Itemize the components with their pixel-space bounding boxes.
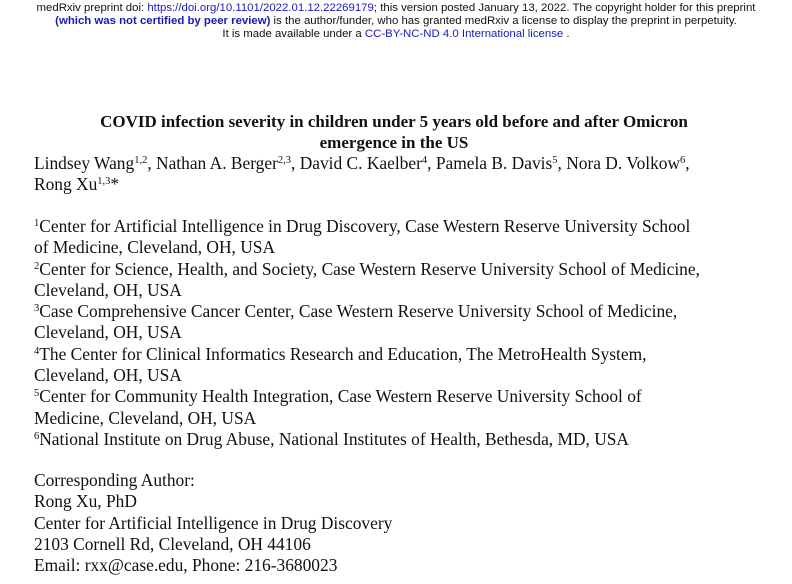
- affiliation-number: 2: [34, 260, 40, 272]
- author-affiliation-sup: 5: [552, 155, 558, 166]
- preprint-posted-text: ; this version posted January 13, 2022. The copyright holder for this preprint: [373, 2, 756, 14]
- affiliation-number: 6: [34, 430, 40, 442]
- affiliation-4-cont: Cleveland, OH, USA: [34, 365, 182, 386]
- preprint-notice-line-3: [0, 28, 792, 41]
- corresponding-address: 2103 Cornell Rd, Cleveland, OH 44106: [34, 533, 311, 554]
- affiliation-4: [34, 344, 764, 365]
- doi-link[interactable]: https://doi.org/10.1101/2022.01.12.22269179: [147, 2, 374, 14]
- author-name: , Nora D. Volkow: [557, 153, 681, 173]
- author-line-2: [34, 174, 764, 195]
- affiliation-text: Center for Artificial Intelligence in Drug Discovery, Case Western Reserve University School: [39, 216, 691, 236]
- preprint-notice-line-2: [0, 15, 792, 28]
- affiliation-text: The Center for Clinical Informatics Research and Education, The MetroHealth System,: [39, 343, 647, 364]
- corresponding-marker: *: [110, 174, 120, 195]
- corresponding-name: Rong Xu, PhD: [34, 491, 137, 512]
- affiliation-text: National Institute on Drug Abuse, National Institutes of Health, Bethesda, MD, USA: [39, 428, 629, 449]
- affiliation-text: Center for Community Health Integration, Case Western Reserve University School of: [39, 386, 642, 407]
- paper-title: COVID infection severity in children under 5 years old before and after Omicron emergence in the US: [100, 112, 688, 152]
- author-affiliation-sup: 4: [421, 155, 428, 166]
- author-line-1: [34, 153, 764, 174]
- license-suffix: .: [563, 28, 570, 40]
- license-grant-text: is the author/funder, who has granted medRxiv a license to display the preprint in perpetuity.: [270, 15, 737, 27]
- preprint-notice-line-1: [0, 2, 792, 15]
- affiliation-1-cont: of Medicine, Cleveland, OH, USA: [34, 237, 276, 258]
- author-affiliation-sup: 2,3: [277, 155, 292, 166]
- author-affiliation-sup: 1,3: [97, 176, 111, 188]
- peer-review-note: (which was not certified by peer review): [55, 15, 271, 27]
- affiliation-number: 4: [34, 345, 40, 357]
- author-name: Lindsey Wang: [34, 153, 135, 173]
- affiliation-5-cont: Medicine, Cleveland, OH, USA: [34, 407, 257, 428]
- license-link[interactable]: CC-BY-NC-ND 4.0 International license: [364, 28, 564, 40]
- affiliation-3-cont: Cleveland, OH, USA: [34, 322, 182, 343]
- affiliation-list: [34, 216, 764, 450]
- affiliation-text: Case Comprehensive Cancer Center, Case Western Reserve University School of Medicine,: [39, 301, 678, 322]
- affiliation-3: [34, 301, 764, 322]
- affiliation-2-cont: Cleveland, OH, USA: [34, 279, 182, 300]
- author-name: , David C. Kaelber: [291, 153, 422, 173]
- corresponding-author: [34, 470, 764, 576]
- preprint-notice: [0, 2, 792, 41]
- affiliation-text: Center for Science, Health, and Society, Case Western Reserve University School of Medicine,: [39, 258, 700, 279]
- corresponding-heading: Corresponding Author:: [34, 470, 195, 490]
- author-name: , Nathan A. Berger: [147, 153, 278, 173]
- corresponding-organization: Center for Artificial Intelligence in Drug Discovery: [34, 512, 393, 533]
- author-affiliation-sup: 1,2: [134, 155, 148, 166]
- affiliation-number: 1: [34, 218, 40, 229]
- affiliation-number: 5: [34, 388, 40, 400]
- affiliation-6: [34, 429, 764, 450]
- affiliation-1: [34, 216, 764, 237]
- preprint-doi-prefix: medRxiv preprint doi:: [36, 2, 148, 14]
- corresponding-contact: Email: rxx@case.edu, Phone: 216-3680023: [34, 555, 338, 576]
- author-name: Rong Xu: [34, 174, 98, 195]
- author-name: , Pamela B. Davis: [427, 153, 553, 173]
- affiliation-number: 3: [34, 303, 40, 315]
- author-list: [34, 153, 764, 196]
- affiliation-5: [34, 386, 764, 407]
- license-prefix: It is made available under a: [222, 28, 365, 40]
- author-affiliation-sup: 6: [680, 155, 686, 166]
- affiliation-2: [34, 259, 764, 280]
- author-separator: ,: [685, 153, 690, 173]
